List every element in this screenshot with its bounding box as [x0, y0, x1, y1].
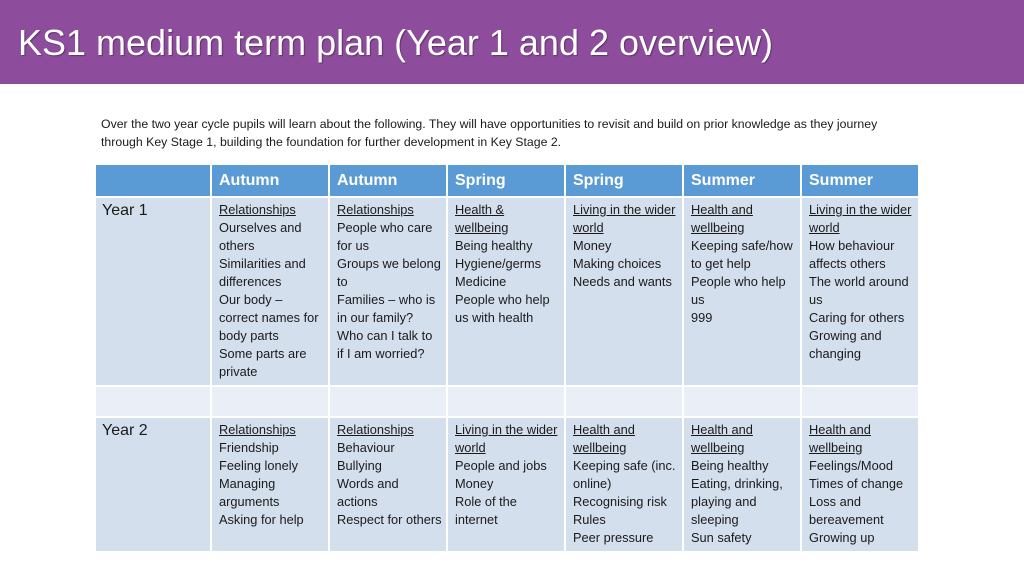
topic-cell [211, 197, 329, 386]
header-row [95, 164, 919, 197]
topic-cell [565, 197, 683, 386]
topic-heading: Health and wellbeing [691, 202, 753, 235]
spacer-cell [329, 386, 447, 417]
header-spring-2: Spring [565, 164, 683, 197]
topic-item: Growing and changing [809, 328, 882, 361]
topic-item: Money [573, 238, 612, 253]
topic-heading: Relationships [219, 202, 296, 217]
topic-item: How behaviour affects others [809, 238, 895, 271]
topic-heading: Living in the wider world [455, 422, 558, 455]
header-autumn-1: Autumn [211, 164, 329, 197]
topic-heading: Relationships [219, 422, 296, 437]
topic-item: Being healthy [691, 458, 769, 473]
title-bar [0, 0, 1024, 84]
topic-cell [211, 417, 329, 552]
topic-cell [801, 417, 919, 552]
topic-heading: Relationships [337, 202, 414, 217]
topic-item: Rules [573, 512, 606, 527]
topic-item: Respect for others [337, 512, 442, 527]
spacer-row [95, 386, 919, 417]
topic-item: People and jobs [455, 458, 547, 473]
topic-item: Bullying [337, 458, 382, 473]
topic-item: Eating, drinking, playing and sleeping [691, 476, 783, 527]
intro-text: Over the two year cycle pupils will learn about the following. They will have opportunities to revisit and build on prior knowledge as they journey through Key Stage 1, building the foundation for further development in Key Stage 2. [101, 117, 878, 149]
topic-item: People who care for us [337, 220, 433, 253]
topic-item: Caring for others [809, 310, 905, 325]
topic-item: Recognising risk [573, 494, 667, 509]
topic-item: Loss and bereavement [809, 494, 884, 527]
table-row-year-2 [95, 417, 919, 552]
spacer-cell [211, 386, 329, 417]
topic-cell [447, 197, 565, 386]
topic-cell [329, 197, 447, 386]
topic-heading: Health and wellbeing [573, 422, 635, 455]
spacer-cell [801, 386, 919, 417]
medium-term-plan-table [94, 163, 920, 553]
topic-heading: Living in the wider world [809, 202, 912, 235]
topic-item: Money [455, 476, 494, 491]
topic-cell [447, 417, 565, 552]
topic-item: Making choices [573, 256, 662, 271]
topic-item: Groups we belong to [337, 256, 441, 289]
topic-item: The world around us [809, 274, 909, 307]
topic-heading: Relationships [337, 422, 414, 437]
topic-item: Similarities and differences [219, 256, 306, 289]
topic-item: Behaviour [337, 440, 395, 455]
table-row-year-1 [95, 197, 919, 386]
topic-cell [683, 417, 801, 552]
topic-item: Friendship [219, 440, 279, 455]
header-autumn-2: Autumn [329, 164, 447, 197]
topic-item: Words and actions [337, 476, 399, 509]
spacer-cell [565, 386, 683, 417]
header-spring-1: Spring [447, 164, 565, 197]
topic-heading: Living in the wider world [573, 202, 676, 235]
topic-item: Hygiene/germs [455, 256, 542, 271]
row-label: Year 2 [95, 417, 211, 552]
topic-item: Some parts are private [219, 346, 307, 379]
header-summer-2: Summer [801, 164, 919, 197]
topic-item: Feeling lonely [219, 458, 298, 473]
topic-item: Times of change [809, 476, 904, 491]
topic-item: 999 [691, 310, 713, 325]
topic-item: Medicine [455, 274, 507, 289]
topic-heading: Health and wellbeing [691, 422, 753, 455]
spacer-cell [447, 386, 565, 417]
row-label: Year 1 [95, 197, 211, 386]
topic-item: People who help us with health [455, 292, 550, 325]
topic-cell [683, 197, 801, 386]
topic-item: Families – who is in our family? [337, 292, 436, 325]
topic-item: Being healthy [455, 238, 533, 253]
topic-item: Keeping safe/how to get help [691, 238, 793, 271]
topic-heading: Health and wellbeing [809, 422, 871, 455]
topic-item: Sun safety [691, 530, 752, 545]
topic-item: Asking for help [219, 512, 304, 527]
topic-item: Our body – correct names for body parts [219, 292, 319, 343]
header-corner [95, 164, 211, 197]
spacer-cell [683, 386, 801, 417]
topic-item: Peer pressure [573, 530, 654, 545]
spacer-cell [95, 386, 211, 417]
topic-cell [329, 417, 447, 552]
topic-item: Ourselves and others [219, 220, 302, 253]
topic-item: People who help us [691, 274, 786, 307]
page-title: KS1 medium term plan (Year 1 and 2 overview) [18, 22, 774, 63]
topic-item: Role of the internet [455, 494, 517, 527]
topic-heading: Health & wellbeing [455, 202, 509, 235]
topic-item: Who can I talk to if I am worried? [337, 328, 433, 361]
topic-cell [801, 197, 919, 386]
topic-item: Growing up [809, 530, 875, 545]
topic-item: Managing arguments [219, 476, 280, 509]
header-summer-1: Summer [683, 164, 801, 197]
topic-item: Keeping safe (inc. online) [573, 458, 676, 491]
topic-item: Feelings/Mood [809, 458, 893, 473]
topic-cell [565, 417, 683, 552]
topic-item: Needs and wants [573, 274, 672, 289]
